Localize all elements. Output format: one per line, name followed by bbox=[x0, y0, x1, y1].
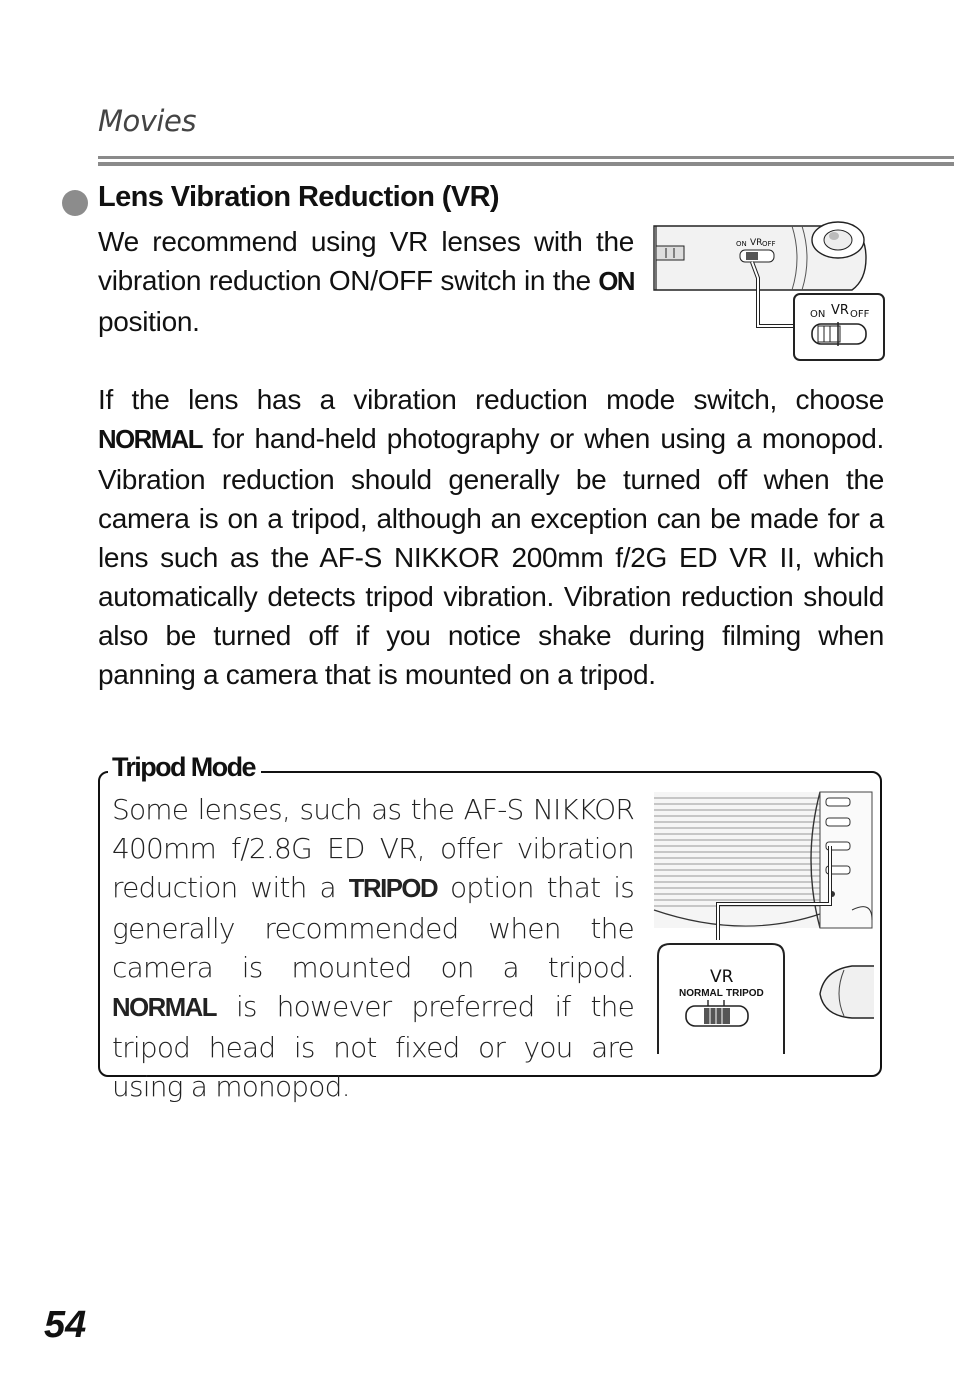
fig1-off-label: OFF bbox=[850, 309, 870, 320]
fig2-normal-label: NORMAL bbox=[679, 988, 723, 999]
tripod-mode-title: Tripod Mode bbox=[108, 752, 261, 783]
fig1-on-label: ON bbox=[810, 309, 826, 320]
tripod-mode-text bbox=[112, 790, 634, 1106]
fig1-small-on: ON bbox=[736, 240, 747, 248]
vr-heading: Lens Vibration Reduction (VR) bbox=[98, 181, 499, 213]
tripod-keyword: TRIPOD bbox=[348, 875, 438, 903]
on-keyword: ON bbox=[598, 268, 634, 296]
tripod-text-3: is however preferred if the tripod head is not fixed or you are using a monopod. bbox=[112, 990, 634, 1103]
header-rule-thick bbox=[98, 162, 954, 166]
vr-intro bbox=[98, 222, 634, 341]
tripod-switch-lens-illustration bbox=[652, 790, 874, 1058]
header-rule bbox=[98, 156, 954, 159]
normal-keyword-2: NORMAL bbox=[112, 994, 216, 1022]
fig1-small-vr: VR bbox=[750, 238, 763, 248]
tripod-text-1: Some lenses, such as the AF-S NIKKOR 400mm f/2.8G ED VR, offer vibration reduction with a bbox=[112, 793, 634, 904]
para-start: If the lens has a vibration reduction mode switch, choose bbox=[98, 384, 884, 415]
bullet-dot-icon bbox=[62, 190, 88, 216]
vr-switch-lens-illustration bbox=[652, 218, 888, 366]
section-header: Movies bbox=[98, 104, 196, 138]
page-number: 54 bbox=[44, 1304, 87, 1346]
tripod-text-2: option that is generally recommended when the camera is mounted on a tripod. bbox=[112, 871, 634, 984]
fig2-tripod-label: TRIPOD bbox=[726, 988, 764, 999]
fig1-small-off: OFF bbox=[762, 240, 776, 248]
intro-text: We recommend using VR lenses with the vibration reduction ON/OFF switch in the bbox=[98, 226, 634, 296]
fig2-vr-label: VR bbox=[710, 967, 734, 987]
fig1-vr-label: VR bbox=[831, 303, 849, 318]
normal-keyword: NORMAL bbox=[98, 426, 202, 454]
vr-paragraph bbox=[98, 380, 884, 694]
para-rest: for hand-held photography or when using a monopod. Vibration reduction should generally be turned off when the camera is on a tripod, although an exception can be made for a lens such as the AF-S NIKKOR 200mm f/2G ED VR II, which automatically detects tripod vibration. Vibration reduction should also be turned off if you notice shake during filming when panning a camera that is mounted on a tripod. bbox=[98, 423, 884, 690]
intro-text-end: position. bbox=[98, 306, 200, 337]
